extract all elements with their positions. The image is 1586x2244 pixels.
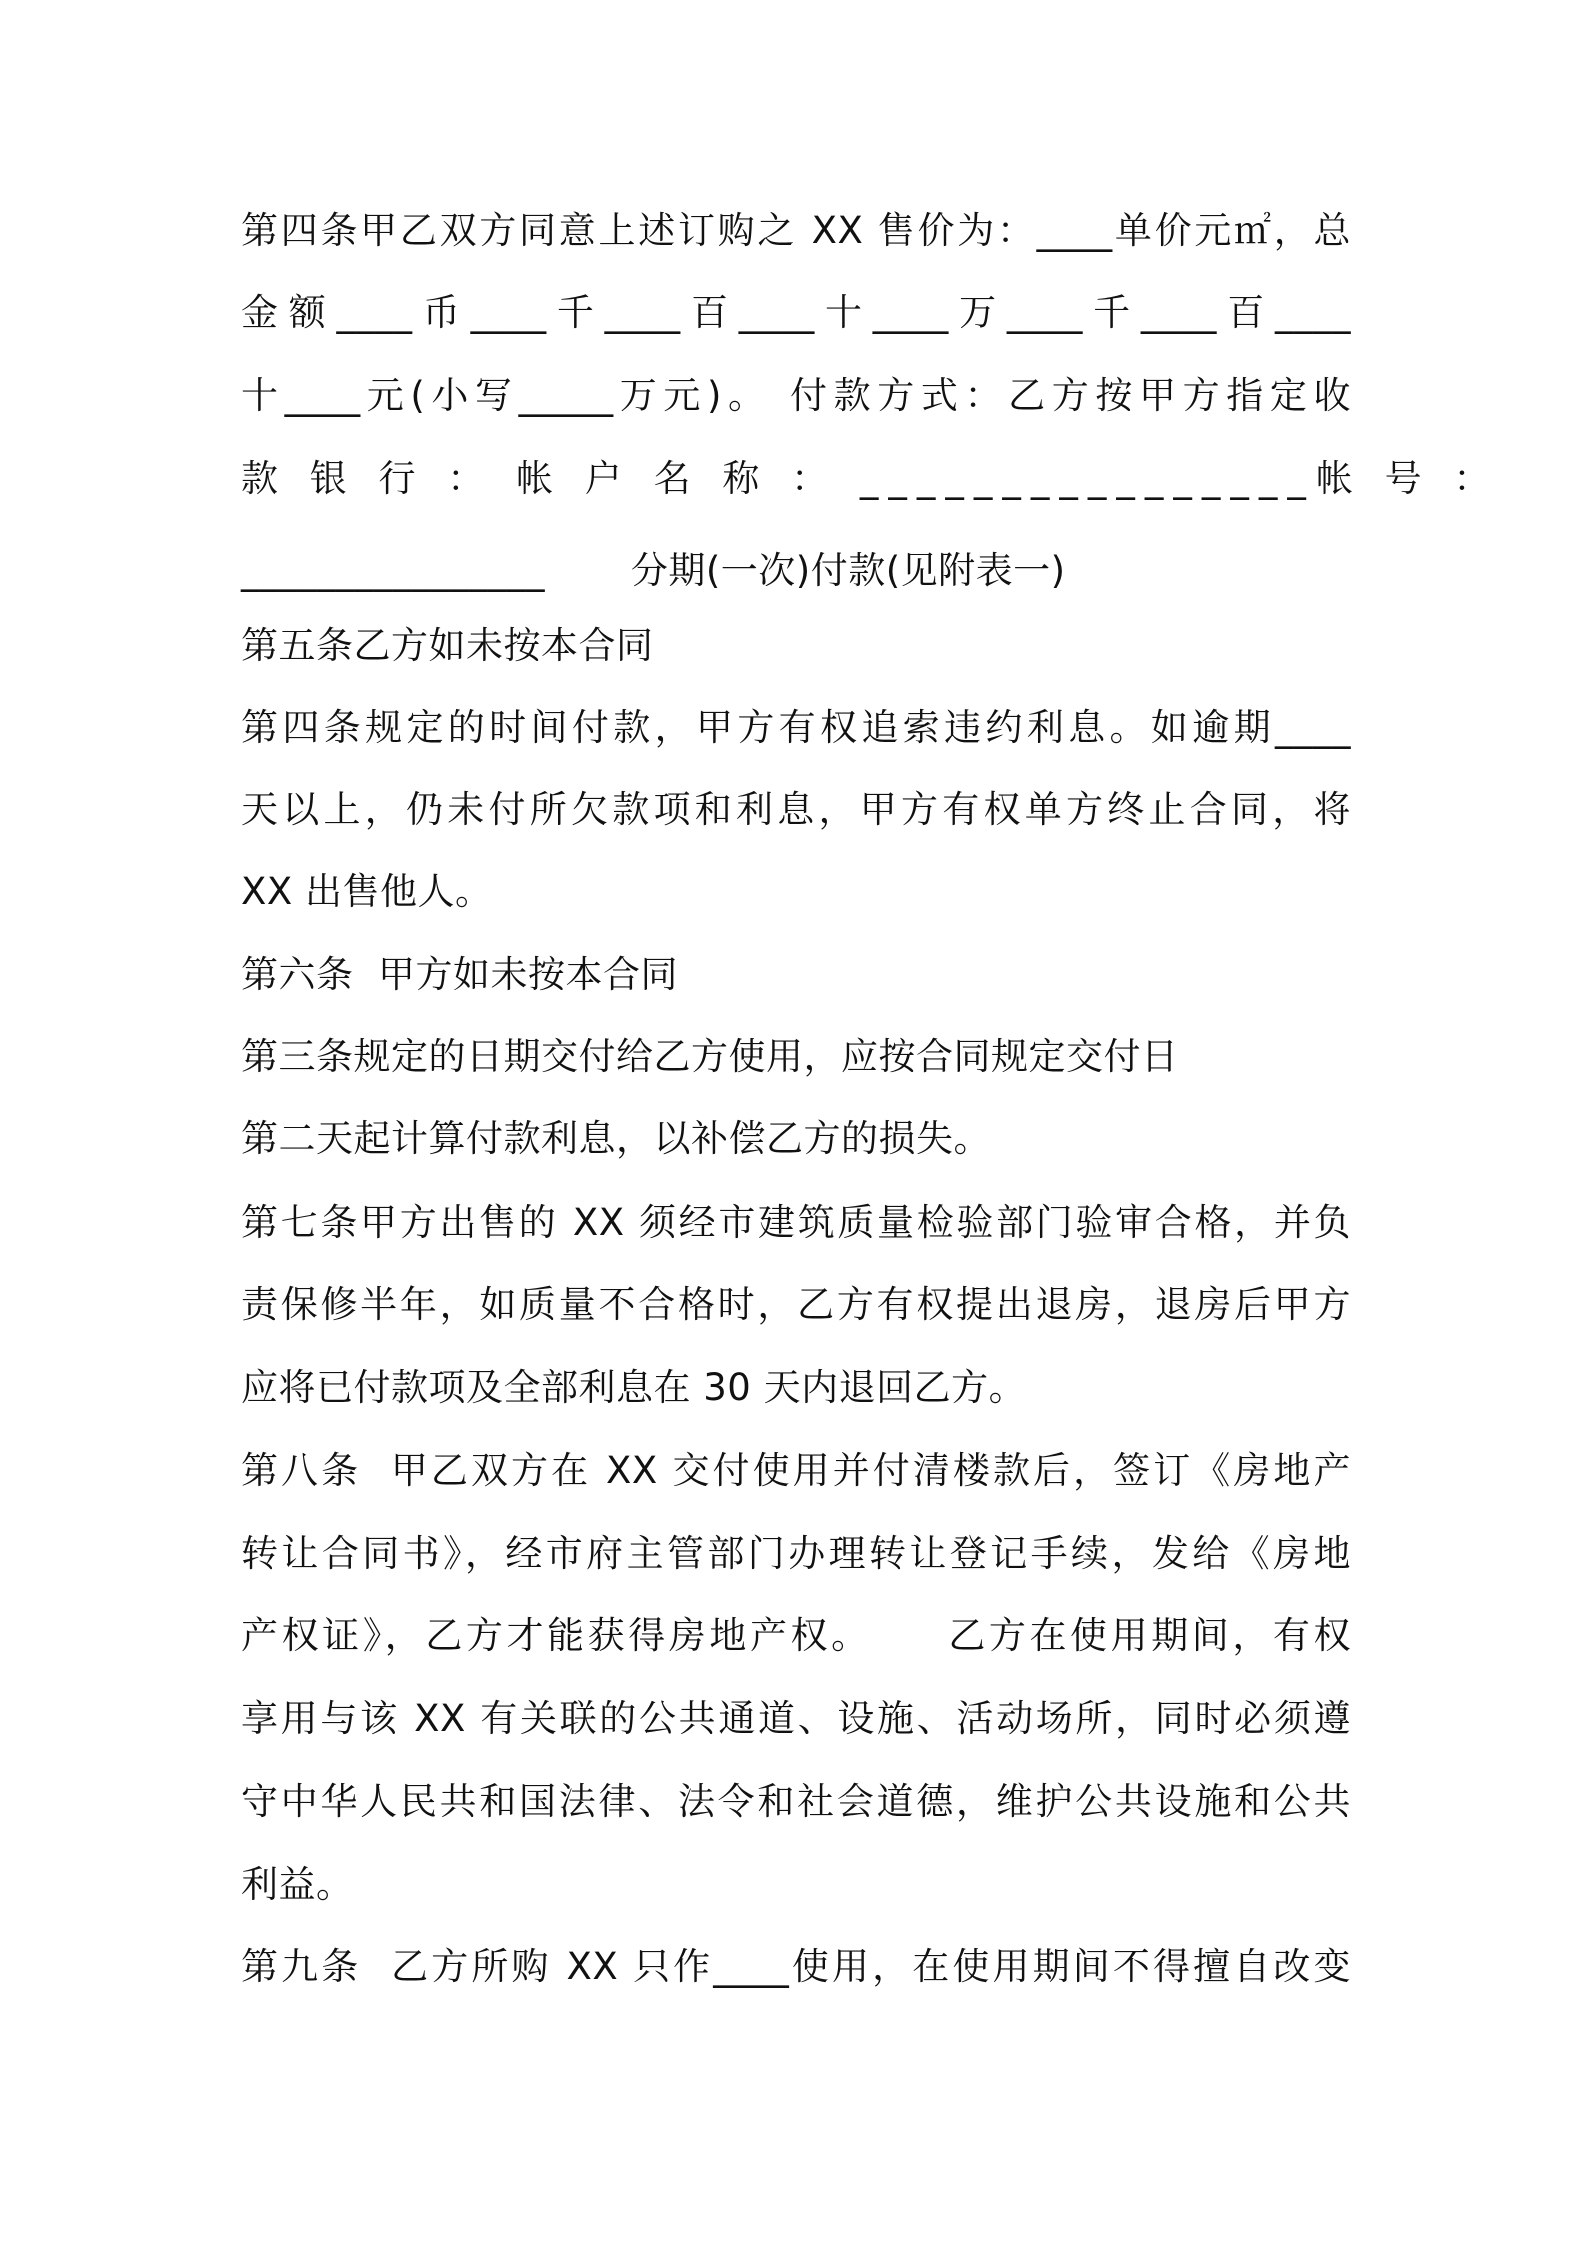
text-line: 转让合同书》，经市府主管部门办理转让登记手续，发给《房地 bbox=[241, 1532, 1351, 1575]
text-line: 守中华人民共和国法律、法令和社会道德，维护公共设施和公共 bbox=[241, 1780, 1351, 1823]
text-line: 第九条 乙方所购 XX 只作____使用，在使用期间不得擅自改变 bbox=[241, 1945, 1351, 1988]
text-line: 第六条 甲方如未按本合同 bbox=[241, 953, 679, 996]
text-line: 天以上，仍未付所欠款项和利息，甲方有权单方终止合同，将 bbox=[241, 788, 1351, 831]
text-line: 利益。 bbox=[241, 1863, 354, 1906]
text-line: 责保修半年，如质量不合格时，乙方有权提出退房，退房后甲方 bbox=[241, 1283, 1351, 1326]
text-line: 应将已付款项及全部利息在 30 天内退回乙方。 bbox=[241, 1366, 1027, 1409]
text-line: 产权证》，乙方才能获得房地产权。 乙方在使用期间，有权 bbox=[241, 1614, 1351, 1657]
text-line: 金额____币____千____百____十____万____千____百____ bbox=[241, 291, 1351, 334]
text-line: XX 出售他人。 bbox=[241, 870, 493, 913]
text-line: 第四条甲乙双方同意上述订购之 XX 售价为：____单价元㎡，总 bbox=[241, 209, 1351, 252]
text-line: 款 银 行 ： 帐 户 名 称 ： ________________帐 号 ： bbox=[241, 457, 1501, 500]
text-line: 第二天起计算付款利息，以补偿乙方的损失。 bbox=[241, 1117, 991, 1160]
text-line: 第八条 甲乙双方在 XX 交付使用并付清楼款后，签订《房地产 bbox=[241, 1449, 1351, 1492]
text-line: 第七条甲方出售的 XX 须经市建筑质量检验部门验审合格，并负 bbox=[241, 1201, 1351, 1244]
text-line: 十____元(小写_____万元)。 付款方式：乙方按甲方指定收 bbox=[241, 374, 1351, 417]
text-line: 第五条乙方如未按本合同 bbox=[241, 624, 654, 667]
text-line: ________________ 分期(一次)付款(见附表一) bbox=[241, 549, 1066, 592]
text-line: 第四条规定的时间付款，甲方有权追索违约利息。如逾期____ bbox=[241, 706, 1351, 749]
text-line: 第三条规定的日期交付给乙方使用，应按合同规定交付日 bbox=[241, 1035, 1179, 1078]
text-line: 享用与该 XX 有关联的公共通道、设施、活动场所，同时必须遵 bbox=[241, 1697, 1351, 1740]
